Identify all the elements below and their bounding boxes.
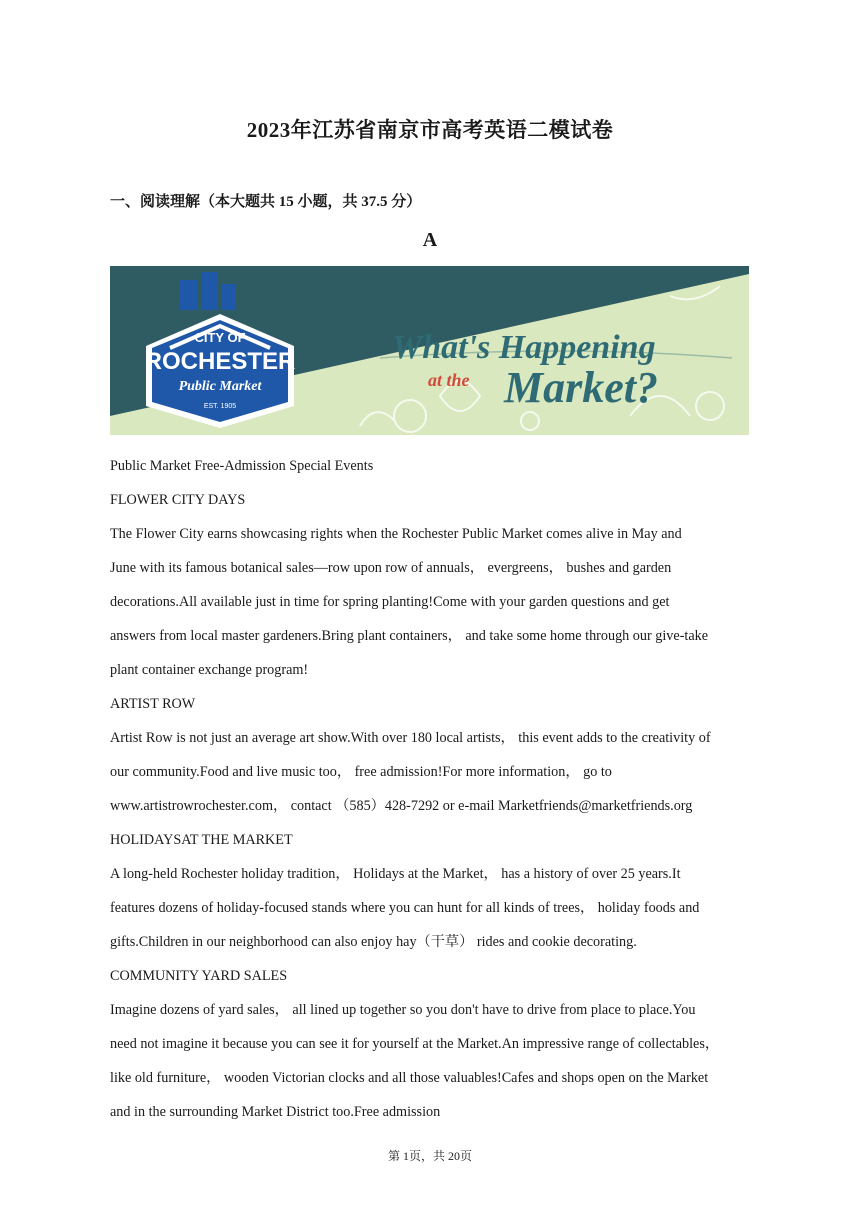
logo-line-3: Public Market [178, 379, 262, 394]
market-banner-image [110, 266, 749, 435]
passage-line: HOLIDAYSAT THE MARKET [110, 832, 293, 848]
passage-line: our community.Food and live music too， free admission!For more information， go to [110, 764, 612, 780]
logo-est: EST. 1905 [203, 403, 237, 410]
passage-line: www.artistrowrochester.com， contact （585）428-7292 or e-mail Marketfriends@marketfriends.org [110, 798, 693, 814]
passage-line: A long-held Rochester holiday tradition， Holidays at the Market， has a history of over 25 years.It [110, 866, 681, 882]
passage-line: June with its famous botanical sales—row upon row of annuals， evergreens， bushes and garden [110, 560, 672, 576]
passage-line: plant container exchange program! [110, 662, 309, 678]
passage-line: and in the surrounding Market District too.Free admission [110, 1104, 441, 1120]
passage-line: decorations.All available just in time for spring planting!Come with your garden questions and get [110, 594, 670, 610]
page-number: 第 1页，共 20页 [387, 1149, 472, 1163]
passage-line: features dozens of holiday-focused stands where you can hunt for all kinds of trees， holiday foods and [110, 900, 700, 916]
passage-line: gifts.Children in our neighborhood can also enjoy hay（干草） rides and cookie decorating. [110, 934, 637, 950]
passage-letter: A [422, 229, 438, 251]
headline-part-3: Market? [504, 363, 658, 412]
headline-part-2: at the [428, 370, 470, 390]
section-heading: 一、阅读理解（本大题共 15 小题，共 37.5 分） [110, 194, 422, 210]
passage-line: FLOWER CITY DAYS [110, 492, 246, 508]
passage-line: The Flower City earns showcasing rights when the Rochester Public Market comes alive in May and [110, 526, 682, 542]
passage-text [110, 449, 755, 1129]
logo-line-2: ROCHESTER [144, 348, 296, 375]
passage-line: COMMUNITY YARD SALES [110, 968, 288, 984]
passage-line: need not imagine it because you can see it for yourself at the Market.An impressive range of collectables， [110, 1036, 720, 1052]
passage-line: ARTIST ROW [110, 696, 196, 712]
logo-line-1: CITY OF [194, 330, 246, 345]
headline-part-1: What's Happening [392, 329, 656, 366]
document-title: 2023年江苏省南京市高考英语二模试卷 [246, 118, 614, 142]
passage-line: Artist Row is not just an average art show.With over 180 local artists， this event adds to the creativity of [110, 730, 711, 746]
passage-line: like old furniture， wooden Victorian clocks and all those valuables!Cafes and shops open on the Market [110, 1070, 709, 1086]
passage-line: Public Market Free-Admission Special Events [110, 458, 374, 474]
passage-line: Imagine dozens of yard sales， all lined up together so you don't have to drive from place to place.You [110, 1002, 696, 1018]
passage-line: answers from local master gardeners.Bring plant containers， and take some home through our give-take [110, 628, 709, 644]
